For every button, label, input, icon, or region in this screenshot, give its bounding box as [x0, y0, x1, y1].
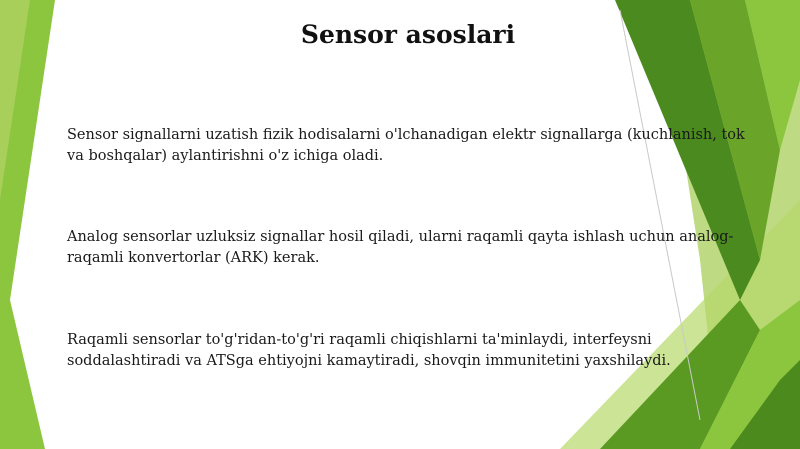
paragraph-3: Raqamli sensorlar to'g'ridan-to'g'ri raqamli chiqishlarni ta'minlaydi, interfeysni soddalashtiradi va ATSga ehtiyojni kamaytiradi, shovqin immunitetini yaxshilaydi.: [67, 332, 671, 369]
paragraph-1: Sensor signallarni uzatish fizik hodisalarni o'lchanadigan elektr signallarga (kuchlanish, tok va boshqalar) aylantirishni o'z ichiga oladi.: [67, 127, 745, 164]
paragraph-2: Analog sensorlar uzluksiz signallar hosil qiladi, ularni raqamli qayta ishlash uchun analog-raqamli konvertorlar (ARK) kerak.: [67, 229, 734, 266]
slide-title: Sensor asoslari: [300, 20, 516, 49]
